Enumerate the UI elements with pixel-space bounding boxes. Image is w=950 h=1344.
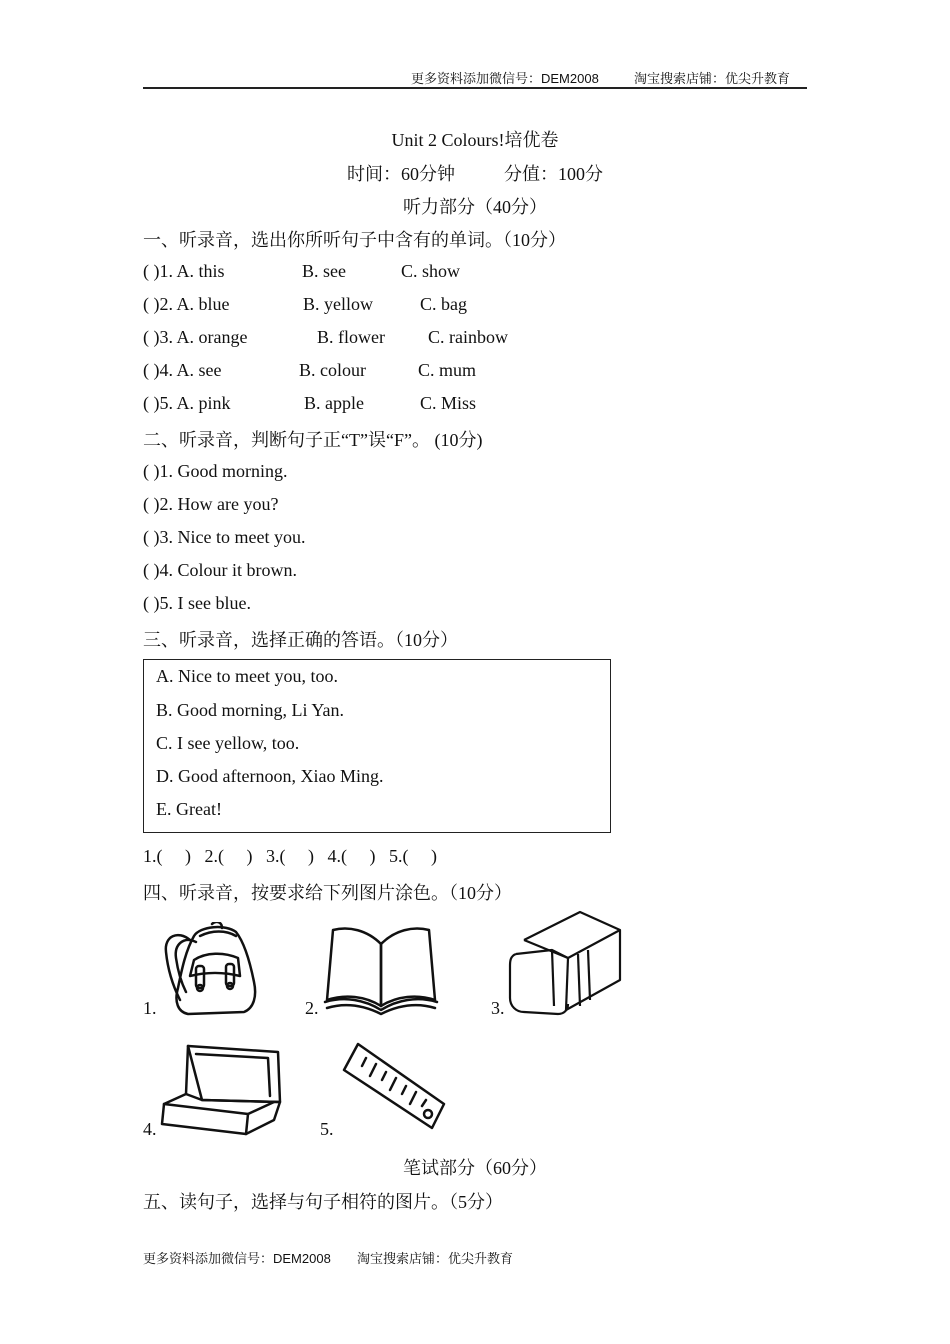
s3-option: A. Nice to meet you, too. — [156, 666, 338, 686]
written-part-title: 笔试部分（60分） — [403, 1158, 547, 1178]
s1-q2-c: C. bag — [420, 294, 467, 314]
footer-taobao: 淘宝搜索店铺：优尖升教育 — [357, 1251, 514, 1266]
header-wechat: 更多资料添加微信号：DEM2008 — [411, 71, 599, 86]
section2-heading: 二、听录音，判断句子正“T”误“F”。 (10分) — [143, 430, 483, 450]
picture-label-1: 1. — [143, 998, 157, 1018]
section4-heading: 四、听录音，按要求给下列图片涂色。（10分） — [143, 883, 512, 903]
s1-q3-b: B. flower — [317, 327, 385, 347]
s2-item: ( )3. Nice to meet you. — [143, 527, 306, 547]
s1-q4-a: ( )4. A. see — [143, 360, 222, 380]
s2-item: ( )1. Good morning. — [143, 461, 288, 481]
section3-heading: 三、听录音，选择正确的答语。（10分） — [143, 630, 458, 650]
s1-q4-b: B. colour — [299, 360, 366, 380]
s1-q1-b: B. see — [302, 261, 346, 281]
s1-q5-c: C. Miss — [420, 393, 477, 413]
footer-wechat: 更多资料添加微信号：DEM2008 — [143, 1251, 331, 1266]
s1-q3-c: C. rainbow — [428, 327, 508, 347]
s2-item: ( )4. Colour it brown. — [143, 560, 297, 580]
total-score: 分值：100分 — [504, 164, 603, 184]
picture-label-5: 5. — [320, 1119, 334, 1139]
header-rule — [143, 87, 807, 89]
s3-option: C. I see yellow, too. — [156, 733, 300, 753]
s3-option: B. Good morning, Li Yan. — [156, 700, 345, 720]
s1-q1-c: C. show — [401, 261, 461, 281]
listening-part-title: 听力部分（40分） — [403, 197, 547, 217]
s1-q2-a: ( )2. A. blue — [143, 294, 230, 314]
picture-label-2: 2. — [305, 998, 319, 1018]
header-taobao: 淘宝搜索店铺：优尖升教育 — [634, 71, 791, 86]
s3-option: D. Good afternoon, Xiao Ming. — [156, 766, 384, 786]
s3-answer-blanks: 1.( ) 2.( ) 3.( ) 4.( ) 5.( ) — [143, 846, 437, 866]
pencil-box-icon — [158, 1042, 284, 1136]
s1-q3-a: ( )3. A. orange — [143, 327, 248, 347]
section1-heading: 一、听录音，选出你所听句子中含有的单词。（10分） — [143, 230, 566, 250]
book-icon — [323, 922, 439, 1016]
s2-item: ( )5. I see blue. — [143, 593, 251, 613]
picture-label-4: 4. — [143, 1119, 157, 1139]
s1-q2-b: B. yellow — [303, 294, 373, 314]
section5-heading: 五、读句子，选择与句子相符的图片。（5分） — [143, 1192, 503, 1212]
s1-q5-b: B. apple — [304, 393, 364, 413]
page-title: Unit 2 Colours!培优卷 — [391, 130, 559, 150]
time-score-line — [143, 160, 807, 186]
ruler-icon — [340, 1040, 448, 1134]
s1-q5-a: ( )5. A. pink — [143, 393, 231, 413]
picture-label-3: 3. — [491, 998, 505, 1018]
s1-q4-c: C. mum — [418, 360, 477, 380]
s2-item: ( )2. How are you? — [143, 494, 279, 514]
s3-option: E. Great! — [156, 799, 222, 819]
s1-q1-a: ( )1. A. this — [143, 261, 225, 281]
time-limit: 时间：60分钟 — [347, 164, 455, 184]
eraser-icon — [508, 910, 622, 1016]
backpack-icon — [160, 922, 260, 1016]
